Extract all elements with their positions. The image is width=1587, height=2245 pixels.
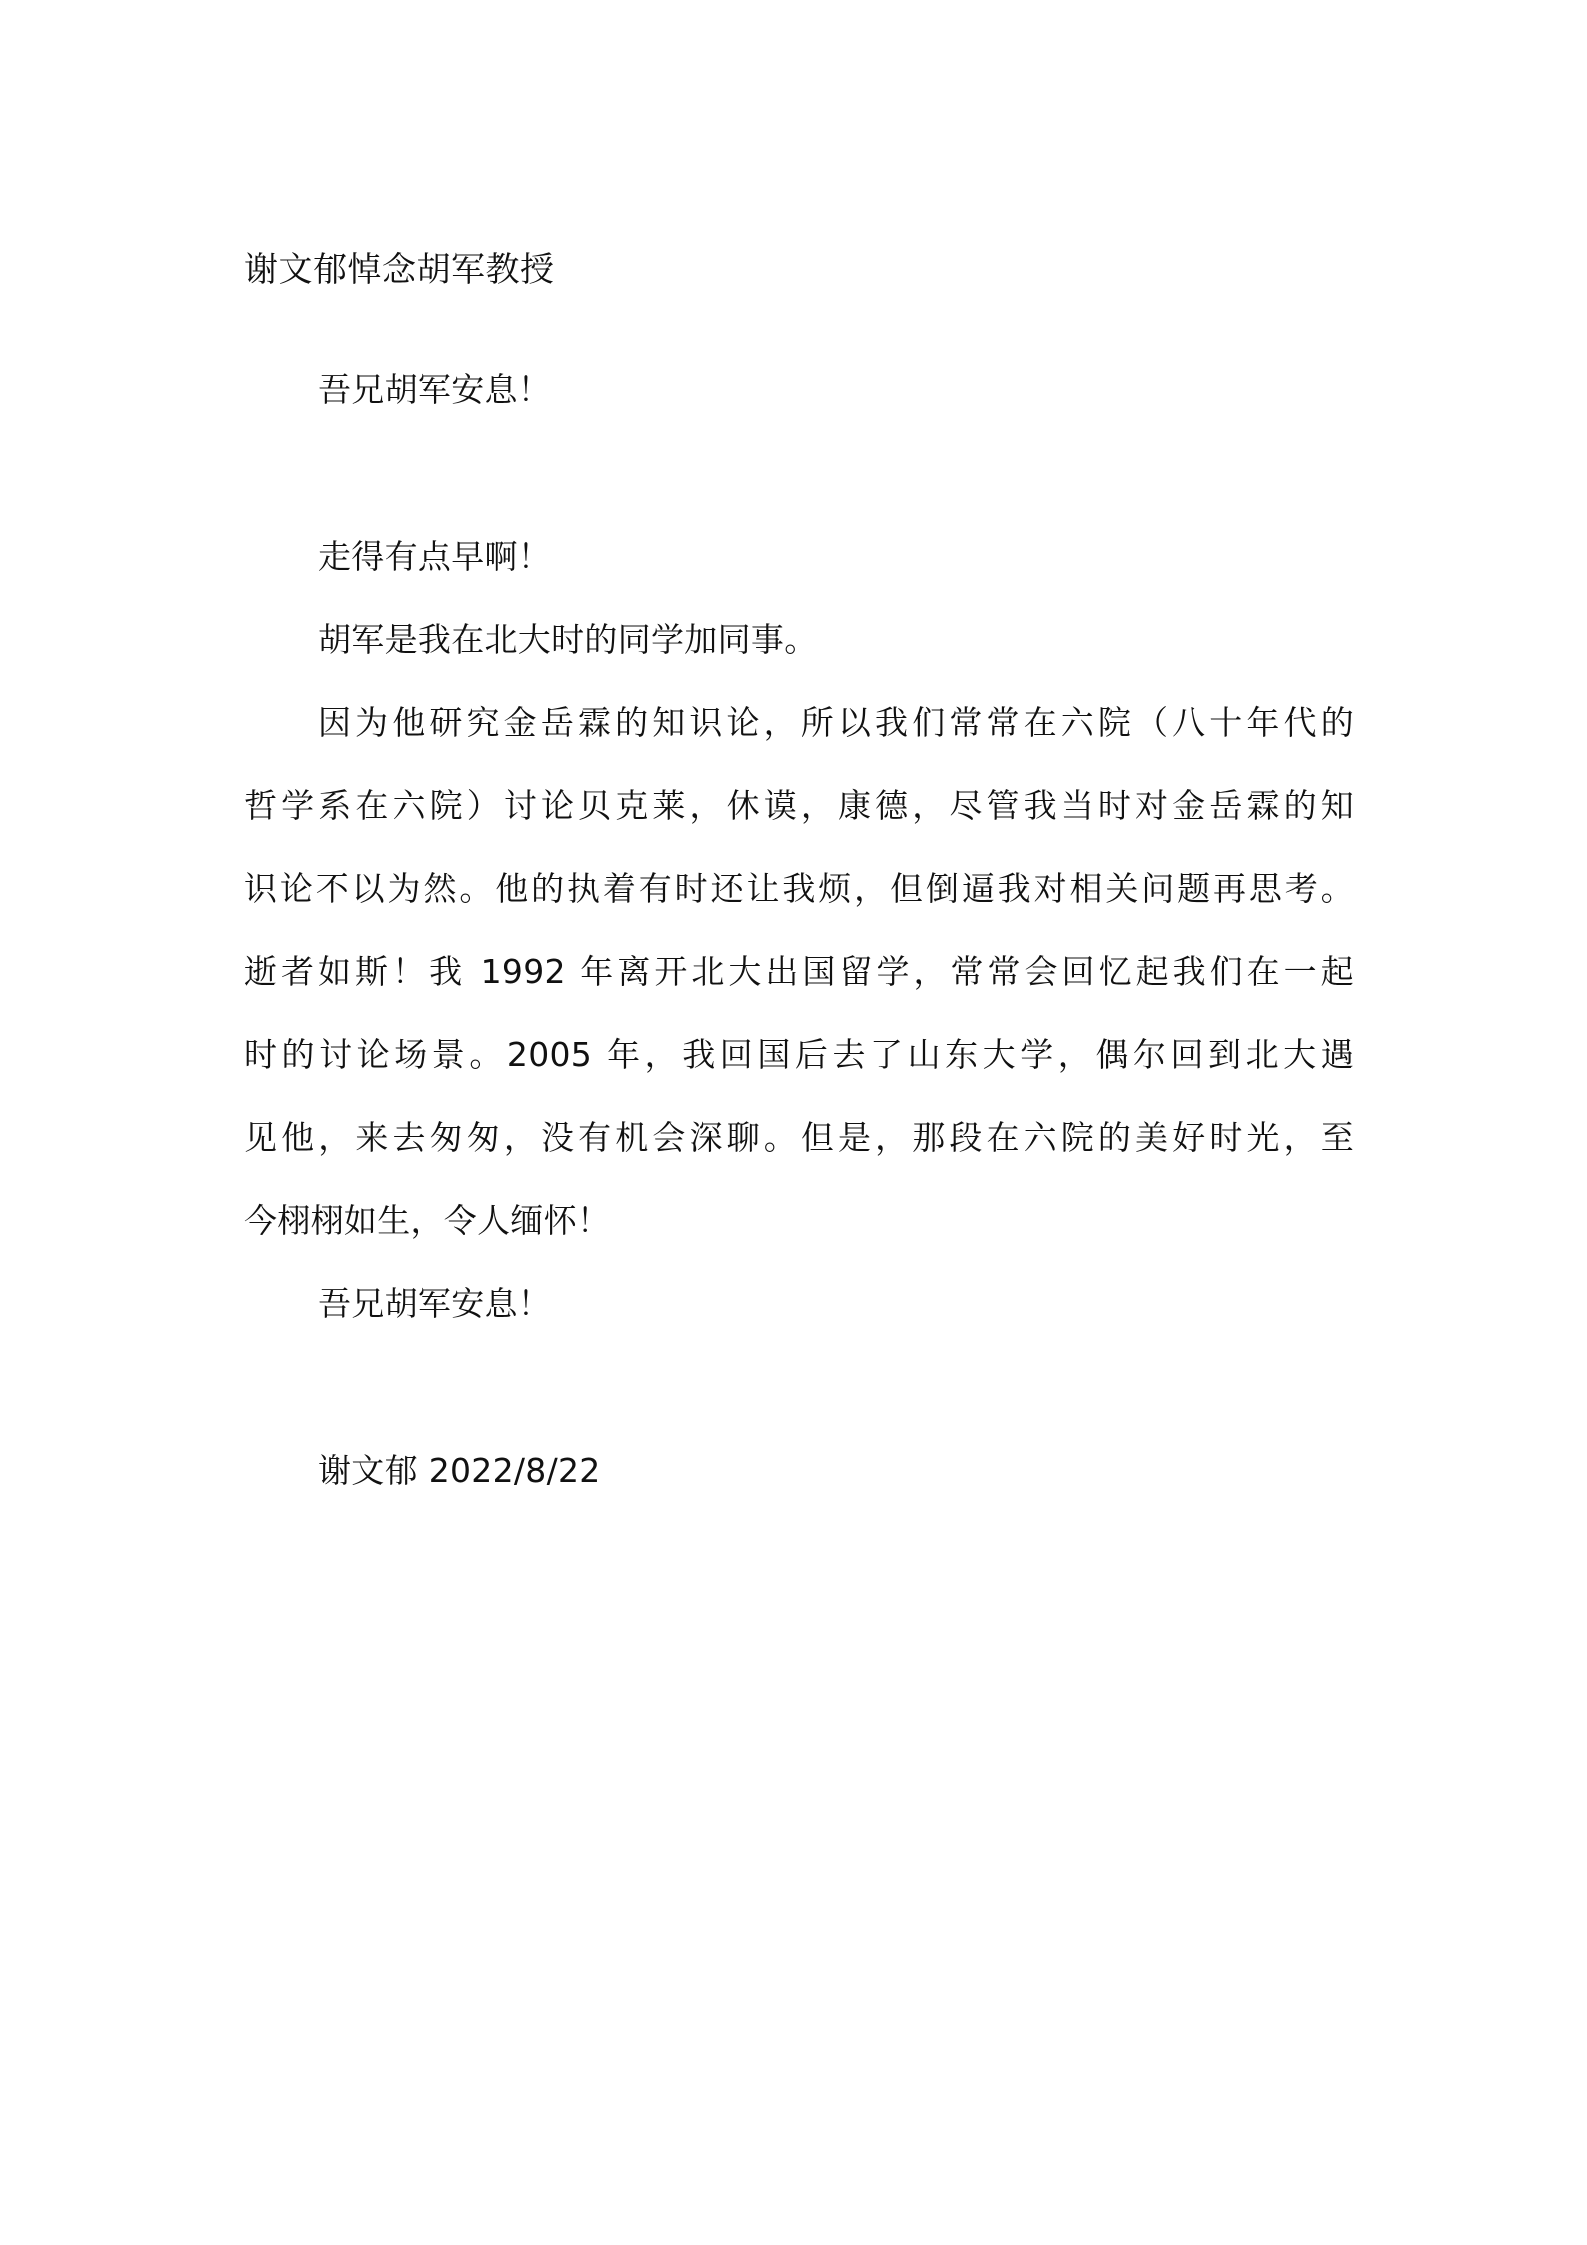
closing-greeting: 吾兄胡军安息！ — [318, 1284, 552, 1323]
paragraph-3-line-4: 逝者如斯！我 1992 年离开北大出国留学，常常会回忆起我们在一起 — [244, 952, 1354, 991]
paragraph-2: 胡军是我在北大时的同学加同事。 — [318, 620, 818, 659]
paragraph-3-line-5: 时的讨论场景。2005 年，我回国后去了山东大学，偶尔回到北大遇 — [244, 1035, 1354, 1074]
greeting-line: 吾兄胡军安息！ — [318, 370, 552, 409]
paragraph-3-line-7: 今栩栩如生，令人缅怀！ — [244, 1201, 611, 1240]
paragraph-3-line-2: 哲学系在六院）讨论贝克莱，休谟，康德，尽管我当时对金岳霖的知 — [244, 786, 1354, 825]
paragraph-3-line-3: 识论不以为然。他的执着有时还让我烦，但倒逼我对相关问题再思考。 — [244, 869, 1354, 908]
paragraph-1: 走得有点早啊！ — [318, 537, 552, 576]
signature-date: 谢文郁 2022/8/22 — [318, 1451, 601, 1490]
paragraph-3-line-6: 见他，来去匆匆，没有机会深聊。但是，那段在六院的美好时光，至 — [244, 1118, 1354, 1157]
document-title: 谢文郁悼念胡军教授 — [244, 250, 555, 290]
paragraph-3-line-1: 因为他研究金岳霖的知识论，所以我们常常在六院（八十年代的 — [318, 703, 1354, 742]
